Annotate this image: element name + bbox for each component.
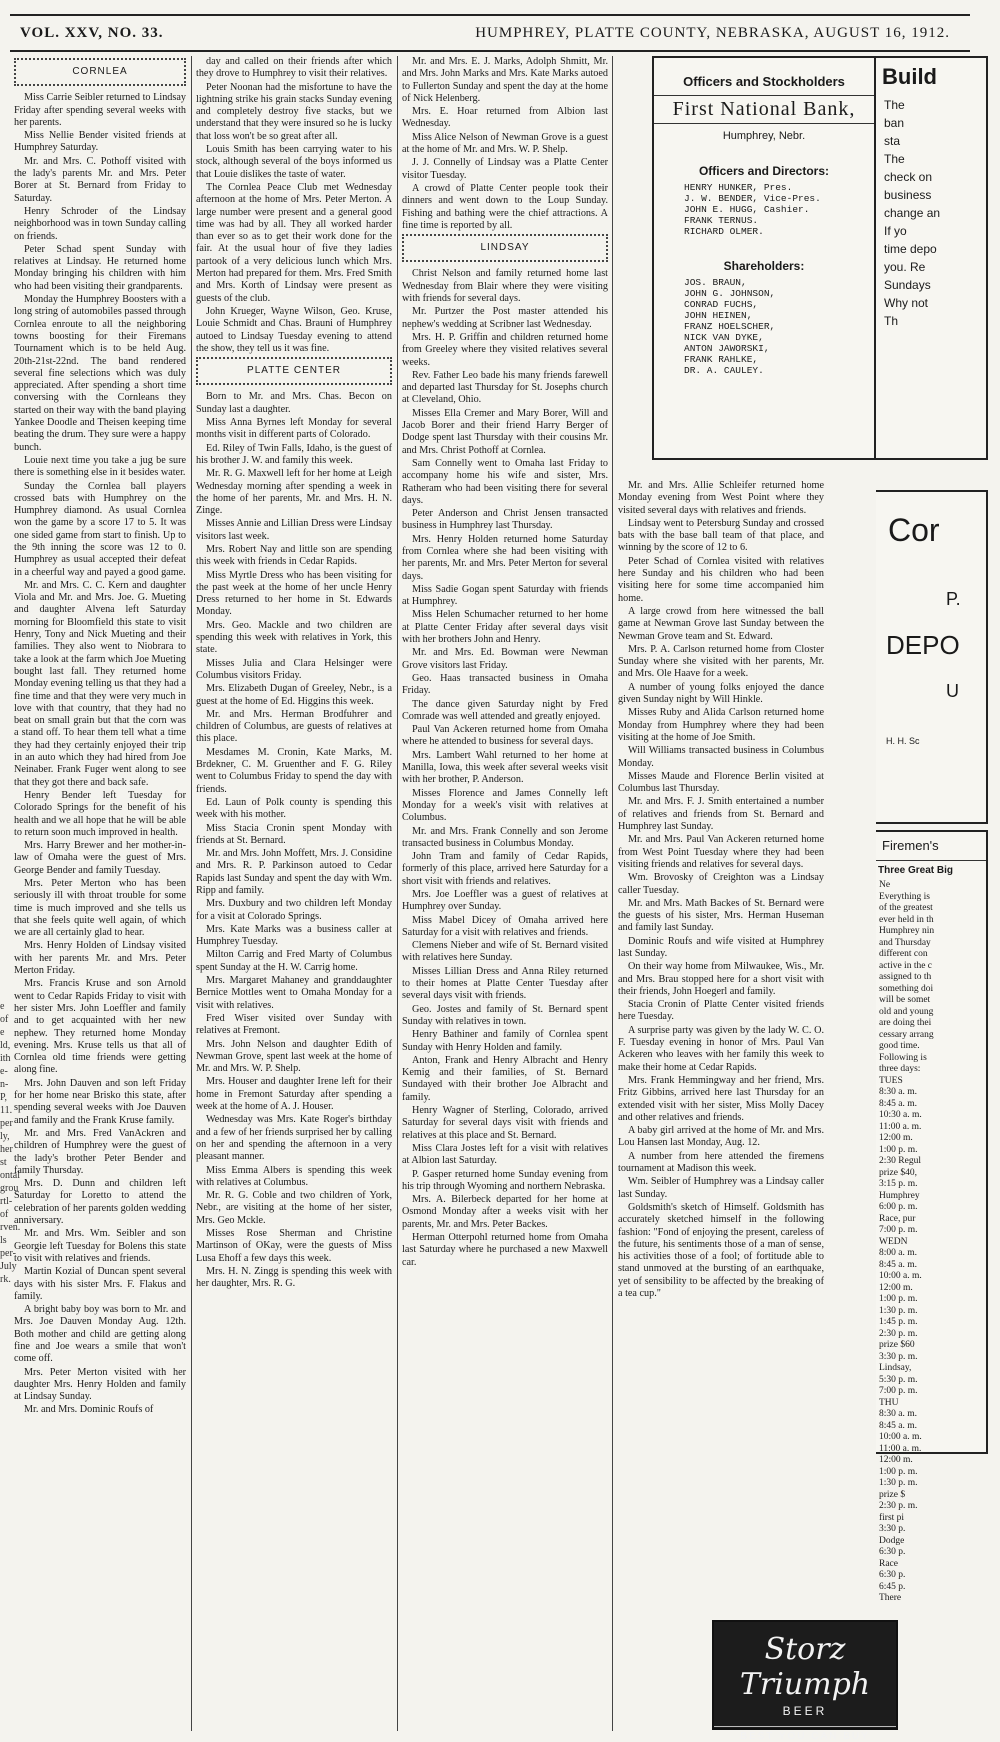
firemen-subtitle: Three Great Big [878, 864, 954, 876]
list-line: FRANZ HOELSCHER, [684, 321, 776, 332]
list-line: DR. A. CAULEY. [684, 365, 764, 376]
firemen-schedule [876, 880, 986, 1605]
list-line: Following is [879, 1052, 927, 1063]
news-item: Miss Anna Byrnes left Monday for several months visit in different parts of Colorado. [196, 417, 392, 441]
list-line: JOHN E. HUGG, Cashier. [684, 204, 810, 215]
list-line: Lindsay, [879, 1363, 912, 1373]
news-item: P. Gasper returned home Sunday evening from his trip through Wyoming and northern Nebraska. [402, 1168, 608, 1192]
list-line: per [0, 1118, 13, 1129]
news-item: Mrs. Houser and daughter Irene left for their home in Fremont Saturday after spending a week at the home of A. J. Houser. [196, 1076, 392, 1113]
news-item: Mr. and Mrs. Ed. Bowman were Newman Grove visitors last Friday. [402, 647, 608, 671]
list-line: 6:30 p. [879, 1547, 906, 1557]
list-line: ith [0, 1053, 11, 1064]
news-item: Miss Mabel Dicey of Omaha arrived here Saturday for a visit with relatives and friends. [402, 914, 608, 938]
list-line: her [0, 1144, 13, 1155]
list-line: CONRAD FUCHS, [684, 299, 759, 310]
list-line: n- [0, 1079, 9, 1090]
list-line: ban [884, 116, 905, 130]
news-item: Mr. and Mrs. E. J. Marks, Adolph Shmitt, Mr. and Mrs. John Marks and Mrs. Kate Marks autoed to Fullerton Sunday and spent the day at the home of Nick Helenberg. [402, 56, 608, 104]
beer-brand-logo: Storz Triumph [739, 1632, 871, 1702]
news-item: Mr. and Mrs. Dominic Roufs of [24, 1404, 154, 1416]
beer-tagline: BEST YOU CAN BUY [714, 1726, 896, 1742]
column-rule [612, 56, 613, 1731]
news-item: Mrs. Harry Brewer and her mother-in-law of Omaha were the guest of Mrs. George Bender and family Tuesday. [14, 840, 186, 876]
news-item: Misses Ella Cremer and Mary Borer, Will and Jacob Borer and their friend Harry Berger of Dodge spent last Thursday with their cousins Mr. and Mrs. Christ Pothoff at Cornlea. [402, 407, 608, 456]
list-line: 7:00 p. m. [879, 1225, 918, 1235]
news-item: Mr. and Mrs. C. Pothoff visited with the lady's parents Mr. and Mrs. Peter Borer at St. Bernard from Friday to Saturday. [14, 155, 186, 204]
news-item: Mrs. D. Dunn and children left Saturday for Loretto to attend the celebration of her parents golden wedding anniversary. [14, 1178, 186, 1227]
news-item: Sam Connelly went to Omaha last Friday to accompany home his wife and sister, Mrs. Ratheram who had been visiting there for several days. [402, 457, 608, 506]
list-line: Race, pur [879, 1213, 916, 1224]
news-item: Paul Van Ackeren returned home from Omaha where he attended to business for several days. [402, 724, 608, 748]
officers-list [654, 182, 874, 237]
bank-advertisement [652, 56, 876, 460]
list-line: 2:30 p. m. [879, 1328, 918, 1339]
list-line: 8:30 a. m. [879, 1409, 917, 1419]
news-item: Mrs. Robert Nay and little son are spending this week with friends in Cedar Rapids. [196, 543, 392, 568]
news-item: Anton, Frank and Henry Albracht and Henry Kemig and their families, of St. Bernard Sundayed with their brother Joe Albracht and family. [402, 1054, 608, 1103]
news-item: Miss Nellie Bender visited friends at Humphrey Saturday. [14, 130, 186, 154]
list-line: 3:30 p. [879, 1524, 906, 1534]
list-line: July [0, 1261, 17, 1272]
list-line: 1:45 p. m. [879, 1317, 918, 1327]
news-item: Peter Anderson and Christ Jensen transacted business in Humphrey last Thursday. [402, 508, 608, 532]
news-item: Mr. and Mrs. Fred VanAckren and children of Humphrey were the guest of the lady's brother Peter Bender and family Thursday. [14, 1127, 186, 1176]
list-line: different con [879, 949, 928, 959]
list-line: Sundays [884, 278, 931, 292]
list-line: ly, [0, 1131, 10, 1142]
list-line: 11:00 a. m. [879, 1121, 922, 1132]
build-title: Build [882, 64, 937, 89]
news-item: Mrs. Joe Loeffler was a guest of relatives at Humphrey over Sunday. [402, 889, 608, 913]
list-line: something doi [879, 983, 934, 994]
news-item: Wm. Brovosky of Creighton was a Lindsay caller Tuesday. [618, 872, 824, 896]
list-line: change an [884, 206, 941, 220]
list-line: Humphrey [879, 1190, 920, 1201]
news-item: A bright baby boy was born to Mr. and Mrs. Joe Dauven Monday Aug. 12th. Both mother and child are getting along fine and Joe wears a smile that won't come off. [14, 1304, 186, 1365]
list-line: 10:00 a. m. [879, 1432, 922, 1442]
list-line: of the greatest [879, 903, 933, 913]
column-rule [191, 56, 192, 1731]
news-item: Rev. Father Leo bade his many friends farewell and departed last Thursday for St. Josephs church at Cleveland, Ohio. [402, 369, 608, 406]
news-item: Misses Florence and James Connelly left Monday for a week's visit with relatives at Columbus. [402, 787, 608, 824]
list-line: 1:30 p. m. [879, 1305, 918, 1316]
list-line: ls [0, 1235, 7, 1246]
list-line: THU [879, 1397, 899, 1408]
beer-advertisement [712, 1620, 898, 1742]
list-line: 6:30 p. [879, 1570, 906, 1580]
list-line: prize $ [879, 1489, 906, 1500]
list-line: TUES [879, 1075, 903, 1086]
volume-number: VOL. XXV, NO. 33. [20, 24, 164, 41]
list-line: 8:45 a. m. [879, 1259, 917, 1270]
news-item: Mr. and Mrs. Frank Connelly and son Jerome transacted business in Columbus Monday. [402, 825, 608, 849]
list-line: e [0, 1027, 5, 1038]
list-line: will be somet [879, 995, 931, 1005]
news-item: Peter Schad spent Sunday with relatives at Lindsay. He returned home Monday bringing his children with him who had been visiting their grandparents. [14, 243, 186, 292]
list-line: FRANK TERNUS. [684, 215, 759, 226]
masthead [10, 14, 970, 52]
news-item: Milton Carrig and Fred Marty of Columbus spent Sunday at the H. W. Carrig home. [196, 949, 392, 973]
list-line: time depo [884, 242, 937, 256]
news-item: Henry Bender left Tuesday for Colorado Springs for the benefit of his health and we all hope that he will be able to return soon much improved in health. [14, 789, 186, 838]
list-line: 1:00 p. m. [879, 1466, 918, 1477]
list-line: you. Re [884, 260, 926, 274]
list-line: e- [0, 1066, 8, 1077]
news-item: John Tram and family of Cedar Rapids, formerly of this place, arrived here Saturday for a short visit with friends and relatives. [402, 851, 608, 887]
news-item: Monday the Humphrey Boosters with a long string of automobiles passed through Cornlea enroute to all the neighboring towns boosting for their Firemans Tournament which is to be held Aug. 20th-21st-22nd. The band rendered several fine selections which was duly appreciated. After spending a short time conversing with the Cornleans they started on their way with the band playing Yankee Doodle and Theisen keeping time beating the drum. They sure were a happy bunch. [14, 294, 186, 453]
news-item: Mrs. John Dauven and son left Friday for her home near Brisko this state, after spending several weeks with Joe Dauven and family and the Frank Kruse family. [14, 1077, 186, 1126]
news-item: Misses Maude and Florence Berlin visited at Columbus last Thursday. [618, 770, 824, 795]
list-line: and Thursday [879, 937, 931, 948]
news-item: Mrs. Margaret Mahaney and granddaughter Bernice Mottles went to Omaha Monday for a visit with relatives. [196, 975, 392, 1011]
news-item: Mrs. Peter Merton visited with her daughter Mrs. Henry Holden and family at Lindsay Sunday. [14, 1366, 186, 1403]
news-item: Ed. Laun of Polk county is spending this week with his mother. [196, 796, 392, 821]
list-line: old and young [879, 1006, 934, 1017]
depo-line-1: Cor [888, 512, 940, 548]
news-item: Wednesday was Mrs. Kate Roger's birthday and a few of her friends surprised her by calling on her and spending the afternoon in a very pleasant manner. [196, 1114, 392, 1163]
list-line: If yo [884, 224, 907, 238]
list-line: 10:00 a. m. [879, 1271, 922, 1281]
news-item: Mrs. Francis Kruse and son Arnold went to Cedar Rapids Friday to visit with her sister Mrs. John Loeffler and family and to get acquainted with her new nephew. They returned home Monday evening. Mrs. Kruse tells us that all of Cornlea old time friends were getting along fine. [14, 978, 186, 1076]
left-gutter-fragments [0, 1000, 21, 1737]
news-item: Mr. and Mrs. John Moffett, Mrs. J. Considine and Mrs. R. P. Parkinson autoed to Cedar Rapids last Sunday and spent the day with Wm. Ripp and family. [196, 848, 392, 896]
list-line: grou [0, 1183, 19, 1194]
news-item: Mrs. P. A. Carlson returned home from Closter Sunday where she visited with her parents, Mr. and Mrs. Ole Haave for a week. [618, 643, 824, 680]
news-item: Miss Stacia Cronin spent Monday with friends at St. Bernard. [196, 822, 392, 846]
news-item: Peter Noonan had the misfortune to have the lightning strike his grain stacks Sunday evening and completely destroy five stacks, but we understand that they were insured so he is lucky that loss won't be so great after all. [196, 81, 392, 142]
depo-line-5: H. H. Sc [886, 736, 920, 746]
news-item: Henry Bathiner and family of Cornlea spent Sunday with Henry Holden and family. [402, 1029, 608, 1053]
column-3 [402, 56, 608, 1731]
section-heading: LINDSAY [402, 234, 608, 262]
list-line: 10:30 a. m. [879, 1110, 922, 1120]
dateline: HUMPHREY, PLATTE COUNTY, NEBRASKA, AUGUST 16, 1912. [475, 24, 950, 41]
news-item: day and called on their friends after which they drove to Humphrey to visit their relatives. [196, 56, 392, 80]
list-line: The [884, 152, 905, 166]
list-line: Race [879, 1558, 898, 1569]
deposit-advertisement [876, 490, 988, 824]
column-2 [196, 56, 392, 1731]
news-item: A large crowd from here witnessed the ball game at Newman Grove last Sunday between the Newman Grove team and St. Edward. [618, 605, 824, 642]
list-line: 12:00 m. [879, 1282, 913, 1293]
news-item: Henry Wagner of Sterling, Colorado, arrived Saturday for several days visit with friends and relatives at this place and St. Bernard. [402, 1105, 608, 1141]
list-line: active in the c [879, 960, 933, 971]
news-item: Miss Myrtle Dress who has been visiting for the past week at the home of her uncle Henry Dress returned to her home in St. Edwards Monday. [196, 569, 392, 618]
news-item: Louie next time you take a jug be sure there is something else in it besides water. [14, 454, 186, 479]
news-item: Mrs. Henry Holden returned home Saturday from Cornlea where she had been visiting with her parents, Mr. and Mrs. Peter Merton for several days. [402, 533, 608, 582]
news-item: A crowd of Platte Center people took their dinners and went down to the Loup Sunday. Fishing and bathing were the chief attractions. A fine time is reported by all. [402, 182, 608, 231]
news-item: Mrs. E. Hoar returned from Albion last Wednesday. [402, 106, 608, 130]
list-line: 6:45 p. [879, 1581, 906, 1592]
news-item: Geo. Haas transacted business in Omaha Friday. [402, 672, 608, 697]
column-rule [397, 56, 398, 1731]
list-line: good time. [879, 1041, 920, 1051]
news-item: Mrs. Henry Holden of Lindsay visited with her parents Mr. and Mrs. Peter Merton Friday. [14, 940, 186, 977]
news-item: Stacia Cronin of Platte Center visited friends here Tuesday. [618, 999, 824, 1023]
list-line: rven. [0, 1222, 21, 1233]
news-item: Herman Otterpohl returned home from Omaha last Saturday where he purchased a new Maxwell car. [402, 1232, 608, 1268]
news-item: Henry Schroder of the Lindsay neighborhood was in town Sunday calling on friends. [14, 205, 186, 242]
building-advertisement [876, 56, 988, 460]
news-item: Mr. R. G. Maxwell left for her home at Leigh Wednesday morning after spending a week in the home of her parents, Mr. and Mrs. H. N. Zinge. [196, 468, 392, 517]
news-item: Miss Sadie Gogan spent Saturday with friends at Humphrey. [402, 583, 608, 608]
list-line: of [0, 1014, 9, 1025]
list-line: The [884, 98, 905, 112]
list-line: check on [884, 170, 933, 184]
news-item: Mesdames M. Cronin, Kate Marks, M. Brdekner, C. M. Gruenther and F. G. Riley went to Columbus Friday to spend the day with friends. [196, 746, 392, 795]
bank-name: First National Bank, [654, 95, 874, 124]
news-item: A number from here attended the firemens tournament at Madison this week. [618, 1150, 824, 1175]
news-item: Mrs. H. N. Zingg is spending this week with her daughter, Mrs. R. G. [196, 1265, 392, 1290]
news-item: Fred Wiser visited over Sunday with relatives at Fremont. [196, 1012, 392, 1037]
list-line: 12:00 m. [879, 1133, 913, 1143]
news-item: The dance given Saturday night by Fred Comrade was well attended and greatly enjoyed. [402, 698, 608, 722]
news-item: Ed. Riley of Twin Falls, Idaho, is the guest of his brother J. W. and family this week. [196, 442, 392, 466]
list-line: 1:00 p. m. [879, 1144, 918, 1155]
list-line: per- [0, 1248, 16, 1259]
news-item: Dominic Roufs and wife visited at Humphrey last Sunday. [618, 935, 824, 959]
list-line: Th [884, 314, 899, 328]
list-line: 1:30 p. m. [879, 1478, 918, 1488]
list-line: e [0, 1001, 5, 1012]
news-item: A number of young folks enjoyed the dance given Sunday night by Will Hinkle. [618, 681, 824, 706]
firemen-tournament-advertisement [876, 830, 988, 1603]
section-heading: PLATTE CENTER [196, 357, 392, 385]
news-item: Goldsmith's sketch of Himself. Goldsmith has accurately sketched himself in the following fashion: "Fond of enjoying the present, careless of the future, his sentiments those of a man of sense, his activities those of a fool; of fortitude able to stand unmoved at the bursting of an earthquake, yet of sensibility to be affected by the breaking of a tea cup." [618, 1201, 824, 1299]
list-line: rk. [0, 1274, 11, 1285]
list-line: RICHARD OLMER. [684, 226, 764, 237]
news-item: Clemens Nieber and wife of St. Bernard visited with relatives here Sunday. [402, 940, 608, 964]
list-line: 8:00 a. m. [879, 1248, 917, 1258]
news-item: Mrs. John Nelson and daughter Edith of Newman Grove, spent last week at the home of Mr. and Mrs. W. P. Shelp. [196, 1038, 392, 1075]
news-item: Mrs. Elizabeth Dugan of Greeley, Nebr., is a guest at the home of Ed. Higgins this week. [196, 683, 392, 707]
news-item: Mrs. Frank Hemmingway and her friend, Mrs. Fritz Gibbins, arrived here last Thursday for an extended visit with her sister, Miss Molly Dacey and other relatives and friends. [618, 1074, 824, 1123]
news-item: Mr. and Mrs. Wm. Seibler and son Georgie left Tuesday for Bolens this state to visit with relatives and friends. [14, 1228, 186, 1264]
news-item: Misses Rose Sherman and Christine Martinson of OKay, were the guests of Miss Lusa Ehoff a few days this week. [196, 1228, 392, 1264]
news-item: Mr. and Mrs. C. C. Kern and daughter Viola and Mr. and Mrs. Joe. G. Mueting and daughter Alvena left Saturday morning for Bloomfield this state to visit Henry, Tony and Nick Mueting and their families. They also went to Niobrara to take a look at the farm which Joe Mueting bought last fall. They returned home Monday evening telling us that they had a fine time and that they were very much in love with that country, that they had no beat on small grain but that the corn was a stand off. To hear them tell what a time they had they certainly enjoyed their trip in an auto which they had hired from Joe Neinaber. Frank Fuger went along to see that they got there and back safe. [14, 579, 187, 788]
list-line: 2:30 Regul [879, 1156, 921, 1166]
news-item: Christ Nelson and family returned home last Wednesday from Blair where they were visiting with friends for several days. [402, 268, 608, 305]
list-line: 11:00 a. m. [879, 1443, 922, 1454]
beer-product: BEER [782, 1704, 828, 1718]
list-line: There [879, 1593, 902, 1603]
list-line: Ne [879, 880, 891, 890]
depo-line-3: DEPO [886, 630, 960, 660]
news-item: J. J. Connelly of Lindsay was a Platte Center visitor Tuesday. [402, 157, 608, 181]
news-item: Sunday the Cornlea ball players crossed bats with Humphrey on the Humphrey diamond. As usual Cornlea won the game by a score 17 to 5. It was one sided game from start to finish. Up to the 9th inning the score was 12 to 0. Humphrey as usual accepted their defeat in a cheerful way and payed a good game. [14, 480, 186, 578]
list-line: business [884, 188, 932, 202]
news-item: Martin Kozial of Duncan spent several days with his sister Mrs. F. Flakus and family. [14, 1266, 186, 1302]
list-line: JOHN G. JOHNSON, [684, 288, 776, 299]
news-item: Miss Carrie Seibler returned to Lindsay Friday after spending several weeks with her parents. [14, 92, 186, 128]
news-item: A surprise party was given by the lady W. C. O. F. Tuesday evening in honor of Mrs. Paul Van Ackeren who leaves with her family this week to make their home at Cedar Rapids. [618, 1024, 824, 1073]
news-item: Mrs. Lambert Wahl returned to her home at Manilla, Iowa, this week after several weeks visit with her brother, P. Anderson. [402, 749, 608, 786]
list-line: J. W. BENDER, Vice-Pres. [684, 193, 821, 204]
list-line: ld, [0, 1040, 11, 1051]
list-line: JOS. BRAUN, [684, 277, 747, 288]
news-item: On their way home from Milwaukee, Wis., Mr. and Mrs. Brau stopped here for a short visit with their friends, John Hoegerl and family. [618, 961, 824, 997]
list-line: FRANK RAHLKE, [684, 354, 759, 365]
news-item: Lindsay went to Petersburg Sunday and crossed bats with the base ball team of that place, and winning by the score of 12 to 6. [618, 517, 824, 554]
news-item: Misses Julia and Clara Helsinger were Columbus visitors Friday. [196, 657, 392, 681]
list-line: 1:00 p. m. [879, 1294, 918, 1304]
depo-line-4: U [946, 681, 959, 701]
list-line: 5:30 p. m. [879, 1374, 918, 1385]
list-line: WEDN [879, 1236, 908, 1247]
news-item: Louis Smith has been carrying water to his stock, although several of the boys informed us that Louie dislikes the taste of water. [196, 144, 392, 180]
list-line: P, [0, 1092, 7, 1103]
list-line: are doing thei [879, 1018, 932, 1028]
firemen-title: Firemen's [876, 832, 986, 861]
news-item: Miss Alice Nelson of Newman Grove is a guest at the home of Mr. and Mrs. W. P. Shelp. [402, 131, 608, 156]
list-line: Why not [884, 296, 929, 310]
list-line: st [0, 1157, 7, 1168]
list-line: prize $60 [879, 1340, 915, 1350]
news-item: Peter Schad of Cornlea visited with relatives here Sunday and his children who had been visiting here for some time accompanied him home. [618, 555, 824, 604]
officers-title: Officers and Directors: [698, 164, 830, 178]
news-item: Mr. Purtzer the Post master attended his nephew's wedding at Scribner last Wednesday. [402, 306, 608, 330]
news-item: The Cornlea Peace Club met Wednesday afternoon at the home of Mrs. Peter Merton. A large number were present and a general good time was had by all. They all worked harder than ever so as to get their work done for the fair. At the usual hour of five they ladies partook of a very delicious lunch which Mrs. Merton had prepared for them. Mrs. Fred Smith and Mrs. Korth of Lindsay were present as guests of the club. [196, 181, 392, 304]
news-item: Miss Emma Albers is spending this week with relatives at Columbus. [196, 1164, 392, 1188]
news-item: John Krueger, Wayne Wilson, Geo. Kruse, Louie Schmidt and Chas. Brauni of Humphrey autoed to Lindsay Tuesday evening to attend the show, they tell us it was fine. [196, 305, 392, 354]
list-line: first pi [879, 1512, 905, 1523]
list-line: Dodge [879, 1535, 905, 1546]
list-line: Humphrey nin [879, 926, 935, 936]
news-item: Geo. Jostes and family of St. Bernard spent Sunday with relatives in town. [402, 1003, 608, 1027]
news-item: Miss Helen Schumacher returned to her home at Platte Center Friday after several days visit with her brothers John and Henry. [402, 609, 608, 646]
list-line: 2:30 p. m. [879, 1501, 918, 1511]
news-item: Mr. and Mrs. Math Backes of St. Bernard were the guests of his sister, Mrs. Herman Huseman and family last Sunday. [618, 897, 824, 934]
list-line: 8:30 a. m. [879, 1087, 917, 1097]
shareholders-list [654, 277, 874, 376]
news-item: Mrs. Peter Merton who has been seriously ill with throat trouble for some time is much improved and she tells us that she feels quite well again, of which we are all certainly glad to hear. [14, 878, 186, 939]
list-line: 8:45 a. m. [879, 1098, 917, 1109]
bank-heading: Officers and Stockholders [683, 74, 845, 89]
list-line: 12:00 m. [879, 1455, 913, 1465]
list-line: assigned to th [879, 972, 932, 982]
news-item: Mrs. A. Bilerbeck departed for her home at Osmond Monday after a weeks visit with her parents, Mr. and Mrs. Peter Backes. [402, 1194, 608, 1230]
news-item: Misses Annie and Lillian Dress were Lindsay visitors last week. [196, 518, 392, 542]
list-line: JOHN HEINEN, [684, 310, 753, 321]
list-line: 8:45 a. m. [879, 1420, 917, 1431]
news-item: Mr. and Mrs. Paul Van Ackeren returned home from West Point Tuesday where they had been visiting friends and relatives for several days. [618, 834, 824, 870]
news-item: Misses Ruby and Alida Carlson returned home Monday from Humphrey where they had been visiting at the home of Joe Smith. [618, 707, 824, 743]
list-line: 11. [0, 1105, 13, 1116]
list-line: ever held in th [879, 914, 934, 925]
list-line: 6:00 p. m. [879, 1202, 918, 1212]
news-item: Misses Lillian Dress and Anna Riley returned to their homes at Platte Center Tuesday after several days visit with friends. [402, 965, 608, 1002]
list-line: Everything is [879, 891, 930, 902]
list-line: HENRY HUNKER, Pres. [684, 182, 793, 193]
column-4 [618, 480, 824, 1610]
depo-line-2: P. [946, 589, 961, 609]
news-item: Mrs. H. P. Griffin and children returned home from Greeley where they visited relatives several weeks. [402, 331, 608, 368]
list-line: rtl- [0, 1196, 13, 1207]
list-line: NICK VAN DYKE, [684, 332, 764, 343]
list-line: 7:00 p. m. [879, 1386, 918, 1396]
list-line: ANTON JAWORSKI, [684, 343, 770, 354]
section-heading: CORNLEA [14, 58, 186, 86]
news-item: Wm. Seibler of Humphrey was a Lindsay caller last Sunday. [618, 1176, 824, 1200]
news-item: Mr. and Mrs. F. J. Smith entertained a number of relatives and friends from St. Bernard and Humphrey last Sunday. [618, 796, 824, 833]
news-item: Miss Clara Jostes left for a visit with relatives at Albion last Saturday. [402, 1142, 608, 1167]
news-item: Mr. and Mrs. Allie Schleifer returned home Monday evening from West Point where they visited several days with relatives and friends. [618, 480, 824, 516]
list-line: sta [884, 134, 901, 148]
news-item: Mrs. Geo. Mackle and two children are spending this week with relatives in York, this state. [196, 619, 392, 656]
news-item: Mrs. Kate Marks was a business caller at Humphrey Tuesday. [196, 923, 392, 948]
list-line: 3:30 p. m. [879, 1351, 918, 1362]
shareholders-title: Shareholders: [723, 259, 805, 273]
news-item: Mrs. Duxbury and two children left Monday for a visit at Colorado Springs. [196, 898, 392, 922]
list-line: 3:15 p. m. [879, 1179, 918, 1189]
news-item: Will Williams transacted business in Columbus Monday. [618, 745, 824, 769]
news-item: Mr. R. G. Coble and two children of York, Nebr., are visiting at the home of her sister, Mrs. Geo Mckle. [196, 1190, 392, 1226]
news-item: Mr. and Mrs. Herman Brodfuhrer and children of Columbus, are guests of relatives at this place. [196, 708, 392, 745]
list-line: prize $40, [879, 1167, 917, 1178]
bank-city: Humphrey, Nebr. [722, 130, 806, 142]
list-line: of [0, 1209, 9, 1220]
news-item: A baby girl arrived at the home of Mr. and Mrs. Lou Hansen last Monday, Aug. 12. [618, 1125, 824, 1149]
build-lines [876, 96, 986, 330]
list-line: three days: [879, 1064, 921, 1074]
news-item: Born to Mr. and Mrs. Chas. Becon on Sunday last a daughter. [196, 391, 392, 415]
column-1 [14, 56, 186, 1731]
list-line: cessary arrang [879, 1029, 934, 1040]
list-line: ontal [0, 1170, 20, 1181]
